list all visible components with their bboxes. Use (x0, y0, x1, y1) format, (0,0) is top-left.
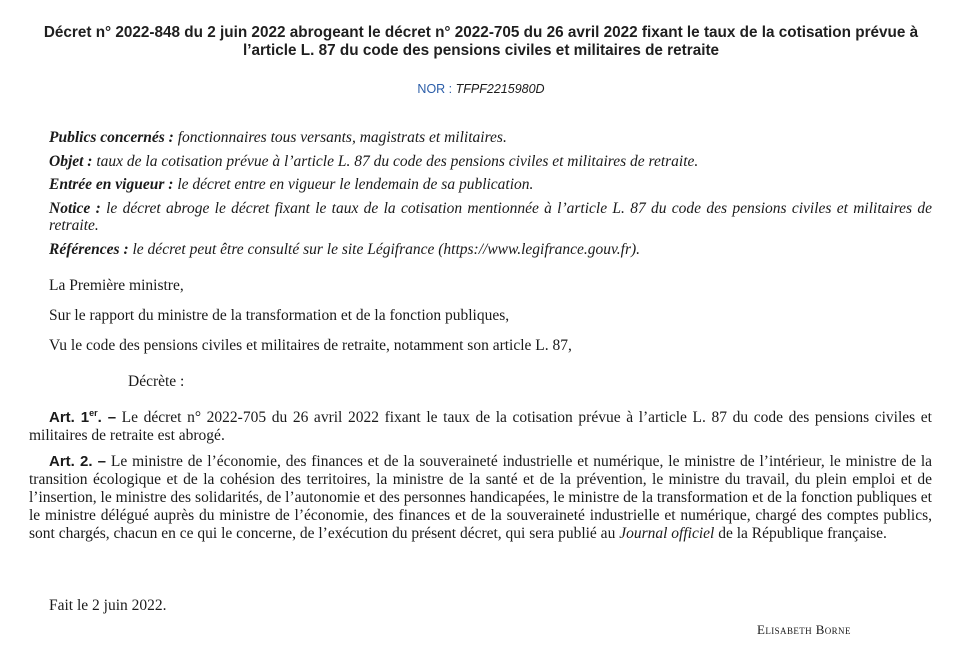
summary-text: le décret peut être consulté sur le site Légifrance (https://www.legifrance.gouv.fr). (132, 240, 641, 258)
article-2-text: Le ministre de l’économie, des finances et de la souveraineté industrielle et numérique, le ministre de l’intérieur, le ministre de la transition écologique et de la cohésion des territoires, la ministre de la santé et de la prévention, le ministre du travail, du plein emploi et de l’insertion, le ministre des solidarités, de l’autonomie et des personnes handicapées, le ministre de la transformation et de la fonction publiques et le ministre délégué auprès du ministre de l’économie, des finances et de la souveraineté industrielle et numérique, chargé des comptes publics, sont chargés, chacun en ce qui le concerne, de l’exécution du présent décret, qui sera publié au (29, 453, 932, 542)
article-2-label: Art. 2. – (49, 453, 107, 470)
summary-notice (49, 200, 932, 235)
journal-officiel: Journal officiel (619, 525, 715, 542)
preamble-line: La Première ministre, (49, 277, 184, 294)
summary-entree (49, 176, 932, 194)
summary-label: Références : (49, 240, 129, 258)
summary-text: le décret entre en vigueur le lendemain de sa publication. (177, 176, 534, 193)
summary-label: Notice : (49, 199, 101, 217)
signature: Elisabeth Borne (757, 622, 851, 637)
decree-title: Décret n° 2022-848 du 2 juin 2022 abrogeant le décret n° 2022-705 du 26 avril 2022 fixant le taux de la cotisation prévue à l’article L. 87 du code des pensions civiles et militaires de retraite (43, 24, 919, 59)
article-1-label: Art. 1er. – (49, 408, 117, 426)
fait-date: Fait le 2 juin 2022. (49, 597, 167, 614)
article-2 (29, 453, 932, 543)
summary-references (49, 241, 932, 259)
summary-text: taux de la cotisation prévue à l’article L. 87 du code des pensions civiles et militaires de retraite. (96, 152, 699, 170)
preamble-line: Vu le code des pensions civiles et militaires de retraite, notamment son article L. 87, (49, 337, 572, 354)
summary-label: Objet : (49, 152, 93, 170)
summary-objet (49, 153, 932, 171)
summary-text: le décret abroge le décret fixant le taux de la cotisation mentionnée à l’article L. 87 du code des pensions civiles et militaires de retraite. (49, 199, 933, 234)
decrete-heading: Décrète : (128, 373, 185, 390)
nor-reference (0, 82, 962, 96)
nor-code: TFPF2215980D (455, 82, 545, 96)
summary-label: Entrée en vigueur : (49, 176, 174, 193)
summary-block (49, 129, 932, 264)
preamble-line: Sur le rapport du ministre de la transformation et de la fonction publiques, (49, 307, 510, 324)
article-1-text: Le décret n° 2022-705 du 26 avril 2022 fixant le taux de la cotisation prévue à l’article L. 87 du code des pensions civiles et militaires de retraite est abrogé. (29, 409, 932, 444)
nor-label: NOR : (417, 82, 453, 96)
summary-text: fonctionnaires tous versants, magistrats et militaires. (177, 129, 507, 146)
summary-label: Publics concernés : (49, 129, 174, 146)
article-2-text-end: de la République française. (718, 525, 887, 542)
article-1 (29, 404, 932, 445)
summary-publics (49, 129, 932, 147)
